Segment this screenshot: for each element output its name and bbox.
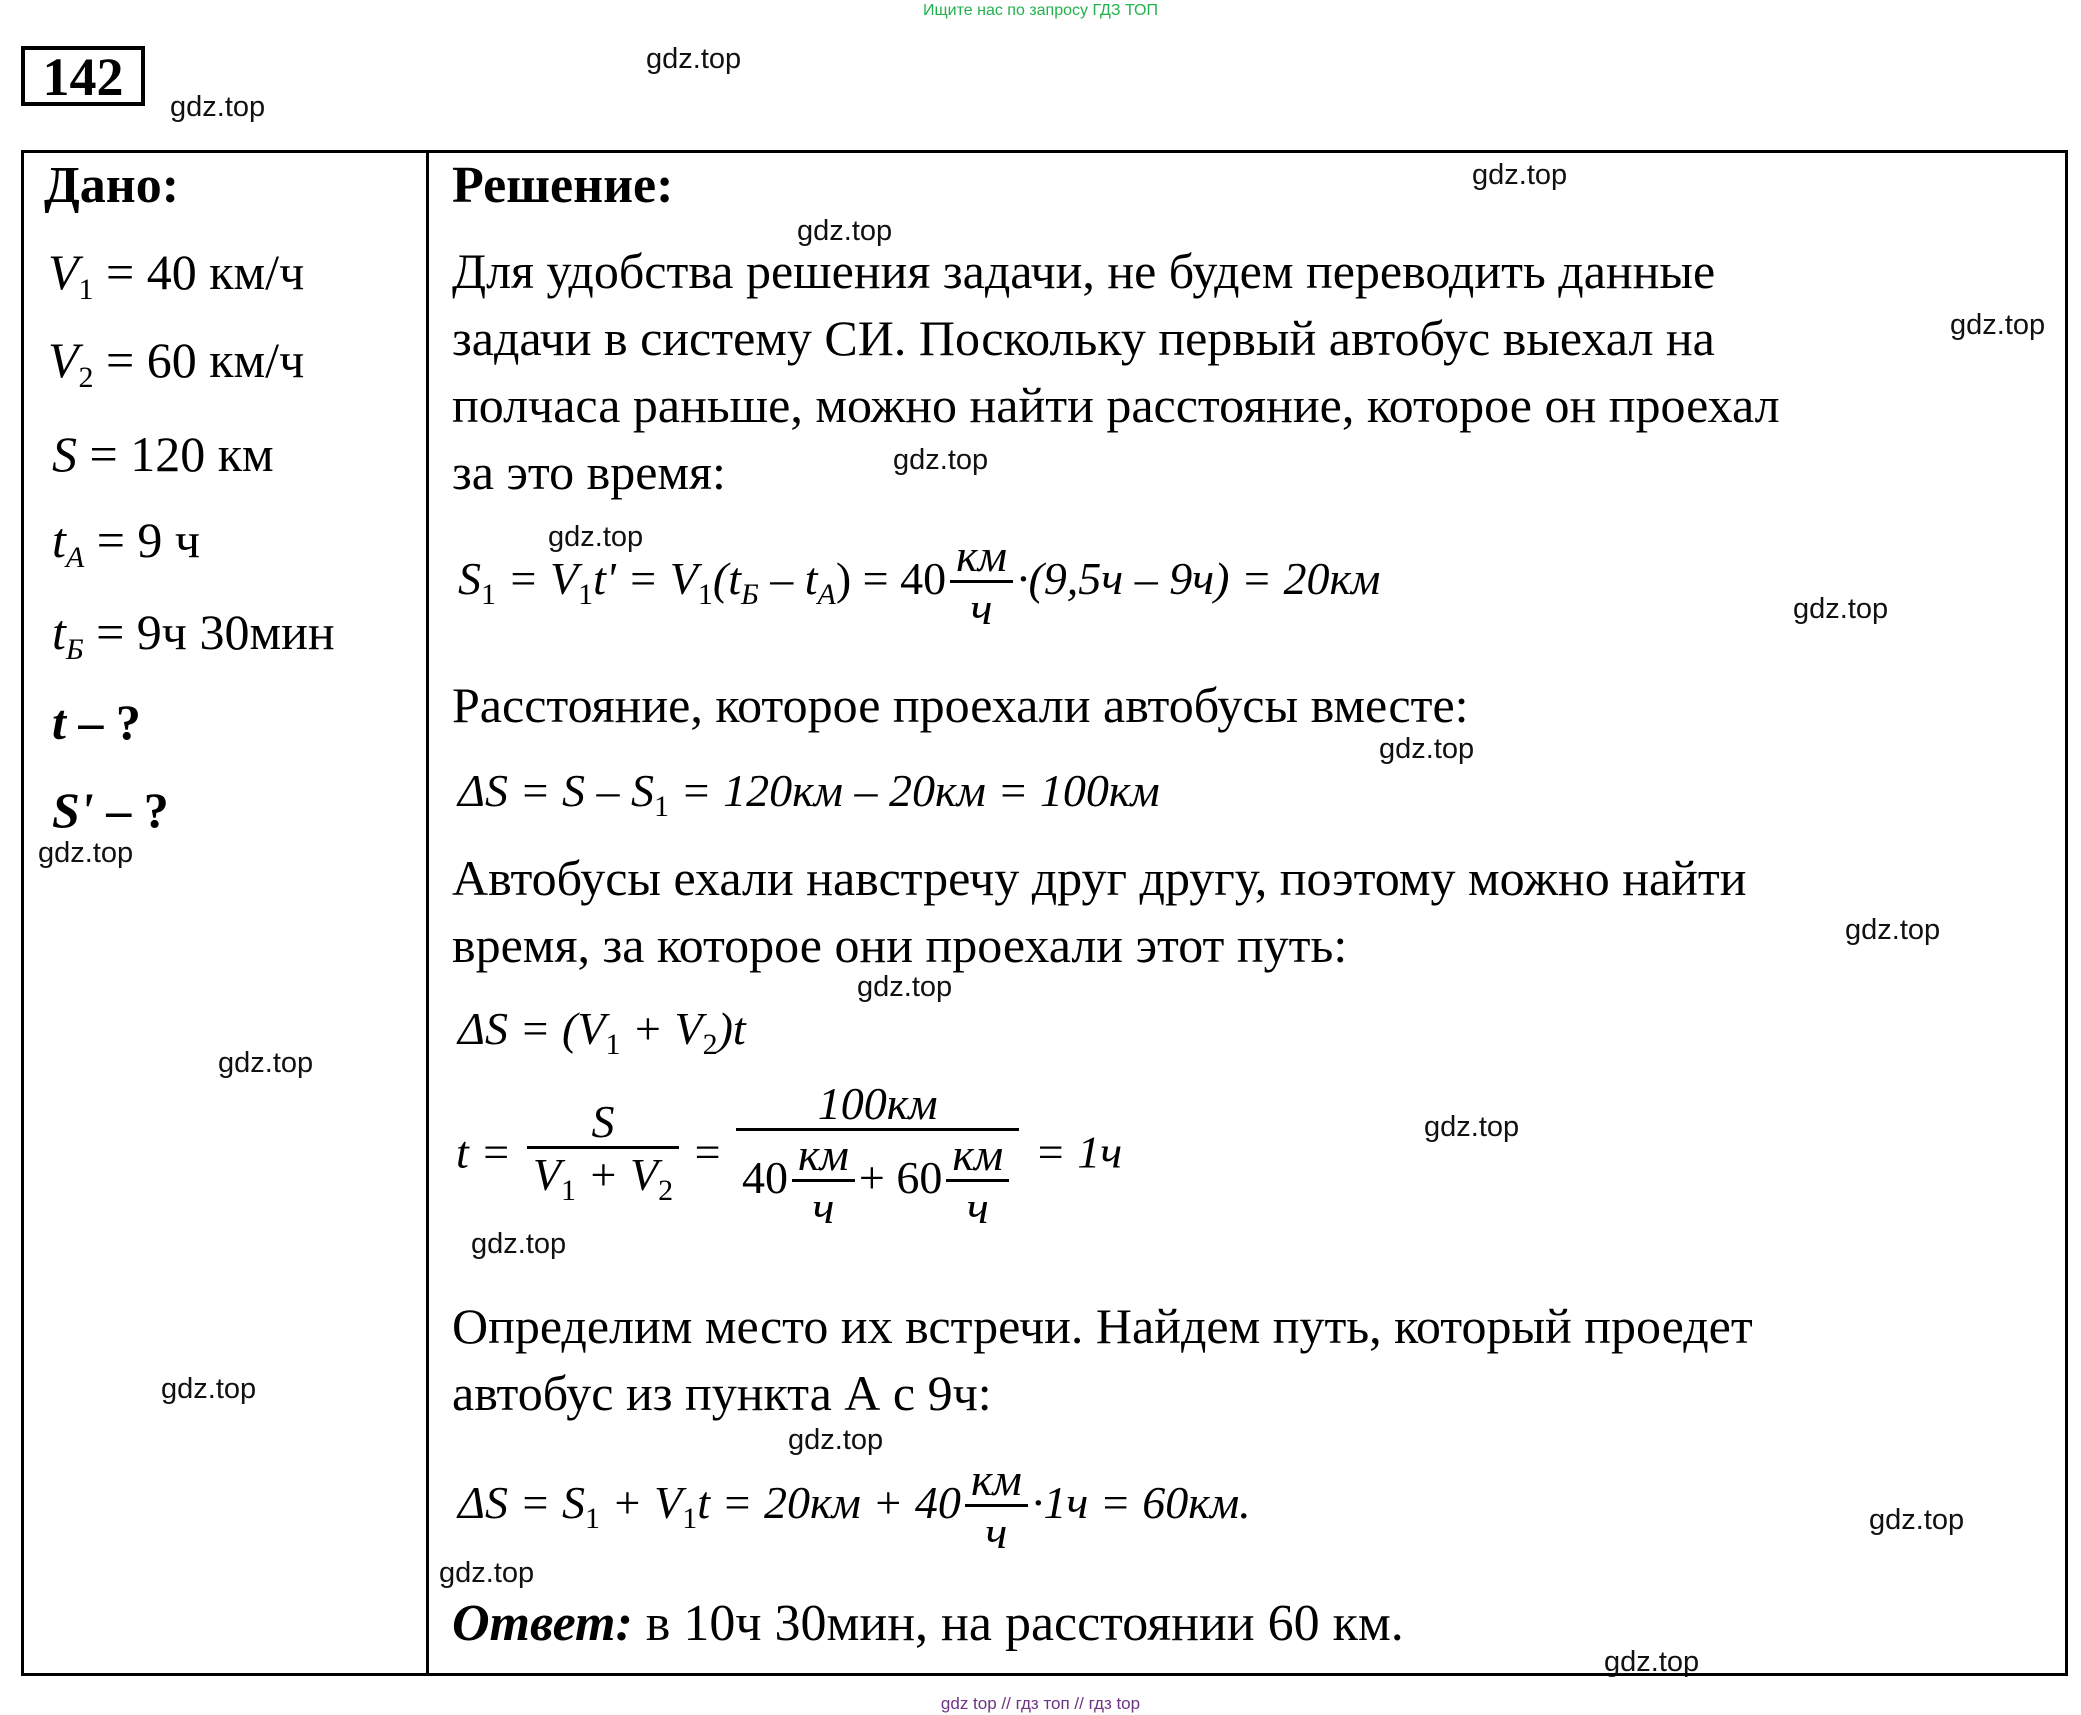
given-v2: $V_2 = 60$ км/ч <box>48 332 305 394</box>
watermark: gdz.top <box>797 215 893 247</box>
watermark: gdz.top <box>1604 1646 1700 1678</box>
paragraph-1: Для удобства решения задачи, не будем переводить данные задачи в систему СИ. Поскольку первый автобус выехал на полчаса раньше, можно найти расстояние, которое он проехал за это время: <box>452 243 1780 500</box>
problem-number: 142 <box>21 46 145 106</box>
footer-links[interactable]: gdz top // гдз топ // гдз top <box>940 1694 1141 1713</box>
given-s-unknown: S' – ? <box>52 782 169 838</box>
given-title: Дано: <box>44 157 180 214</box>
watermark: gdz.top <box>1845 914 1941 946</box>
watermark: gdz.top <box>788 1424 884 1456</box>
watermark: gdz.top <box>1424 1111 1520 1143</box>
watermark: gdz.top <box>161 1373 257 1405</box>
answer: Ответ: в 10ч 30мин, на расстоянии 60 км. <box>452 1595 1404 1652</box>
watermark: gdz.top <box>439 1557 535 1589</box>
watermark: gdz.top <box>1379 733 1475 765</box>
watermark: gdz.top <box>170 91 266 123</box>
paragraph-2: Расстояние, которое проехали автобусы вместе: <box>452 677 1469 733</box>
paragraph-4: Определим место их встречи. Найдем путь, который проедет автобус из пункта А с 9ч: <box>452 1298 1753 1421</box>
given-v1: $V_1 = 40$ км/ч <box>48 244 305 306</box>
formula-meeting-distance: $\Delta S = S_1 + V_1t = 20км + 40$ $\frac{км}{ч}$ ·1ч = 60км. <box>458 1454 1251 1558</box>
formula-delta-s: $\Delta S = S - S_1 = 120км - 20км = 100км$ <box>458 765 1160 823</box>
watermark: gdz.top <box>893 444 989 476</box>
watermark: gdz.top <box>218 1047 314 1079</box>
formula-s1: $S_1 = V_1t' = V_1(t_Б - t_А) = 40$ $\frac{км}{ч}$ ·(9,5ч – 9ч) = 20км <box>458 530 1381 634</box>
watermark: gdz.top <box>1869 1504 1965 1536</box>
solution-title: Решение: <box>452 157 674 214</box>
column-divider <box>426 150 429 1676</box>
watermark: gdz.top <box>1950 309 2046 341</box>
watermark: gdz.top <box>1472 159 1568 191</box>
watermark: gdz.top <box>548 521 644 553</box>
watermark: gdz.top <box>1793 593 1889 625</box>
given-s: S = 120 км <box>52 426 274 482</box>
watermark: gdz.top <box>646 43 742 75</box>
given-t-unknown: t – ? <box>52 694 141 750</box>
watermark: gdz.top <box>38 837 134 869</box>
given-ta: $t_А = 9$ ч <box>52 512 201 574</box>
paragraph-3: Автобусы ехали навстречу друг другу, поэтому можно найти время, за которое они проехали этот путь: <box>452 850 1747 973</box>
formula-time: t = $\frac{S}{V_1 + V_2}$ = 100км 40 $\frac{км}{ч}$ + 60 $\frac{км}{ч}$ = 1ч <box>456 1078 1123 1233</box>
given-tb: $t_Б = 9ч$ 30мин <box>52 604 335 666</box>
search-hint: Ищите нас по запросу ГДЗ ТОП <box>923 2 1158 19</box>
formula-relative-speed: $\Delta S = (V_1 + V_2)t$ <box>458 1003 746 1061</box>
watermark: gdz.top <box>471 1228 567 1260</box>
watermark: gdz.top <box>857 971 953 1003</box>
